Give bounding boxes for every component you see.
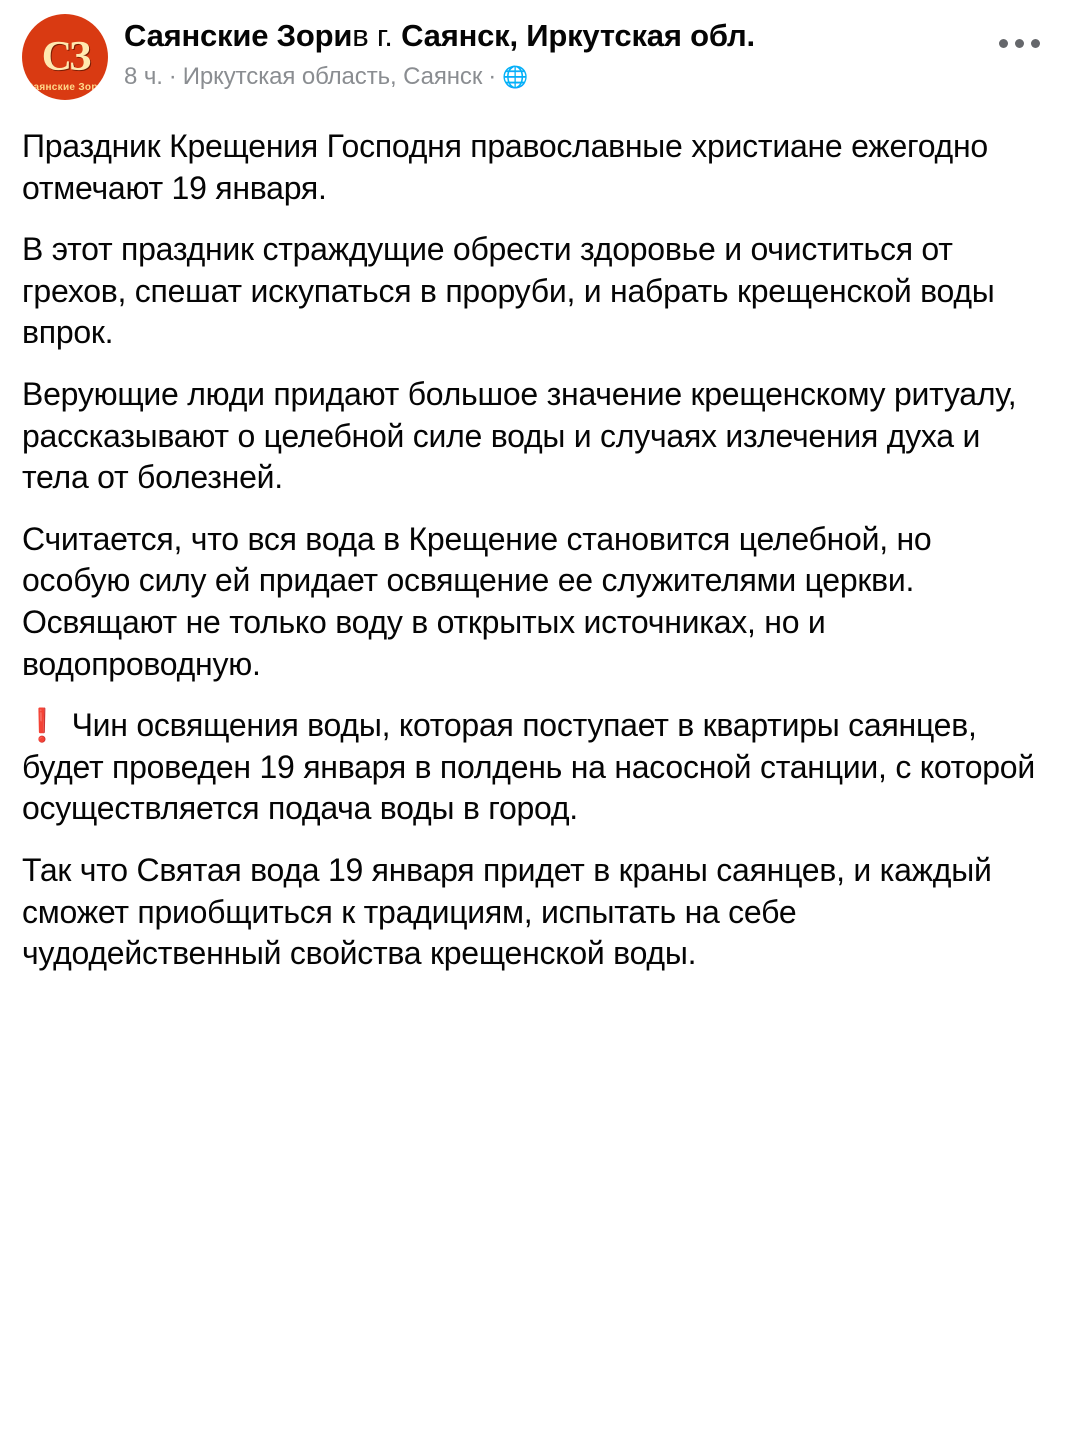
- location-prefix: в г.: [352, 18, 393, 53]
- meta-separator-2: ·: [488, 63, 497, 91]
- post-paragraph: Считается, что вся вода в Крещение становится целебной, но особую силу ей придает освящение ее служителями церкви. Освящают не только воду в открытых источниках, но и водопроводную.: [22, 520, 932, 682]
- avatar-subtitle: Саянские Зори: [25, 81, 105, 93]
- meta-separator-1: ·: [168, 63, 177, 91]
- post-title: [124, 16, 977, 55]
- location-name-link[interactable]: Саянск, Иркутская обл.: [401, 18, 755, 53]
- post-paragraph-warning: [22, 705, 1047, 830]
- post-paragraph: Верующие люди придают большое значение крещенскому ритуалу, рассказывают о целебной силе воды и случаях излечения духа и тела от болезней.: [22, 375, 1017, 496]
- page-name-link[interactable]: Саянские Зори: [124, 18, 353, 53]
- exclamation-icon: ❗: [22, 707, 62, 744]
- post-place[interactable]: Иркутская область, Саянск: [182, 63, 483, 91]
- globe-icon: 🌐: [502, 66, 529, 90]
- post-timestamp[interactable]: 8 ч.: [124, 63, 163, 91]
- ellipsis-dot: [1015, 39, 1024, 48]
- post-paragraph-warning-text: Чин освящения воды, которая поступает в квартиры саянцев, будет проведен 19 января в полдень на насосной станции, с которой осуществляется подача воды в город.: [22, 707, 1035, 827]
- post-header-text: [124, 14, 1047, 91]
- post-paragraph: Праздник Крещения Господня православные христиане ежегодно отмечают 19 января.: [22, 128, 988, 206]
- post-paragraph: Так что Святая вода 19 января придет в краны саянцев, и каждый сможет приобщиться к традициям, испытать на себе чудодейственный свойства крещенской воды.: [22, 851, 992, 972]
- post-paragraph: В этот праздник страждущие обрести здоровье и очиститься от грехов, спешат искупаться в проруби, и набрать крещенской воды впрок.: [22, 231, 995, 351]
- ellipsis-dot: [1031, 39, 1040, 48]
- post-body: [22, 126, 1047, 975]
- avatar-monogram: СЗ: [41, 34, 89, 80]
- ellipsis-dot: [999, 39, 1008, 48]
- post-meta: [124, 63, 977, 91]
- avatar[interactable]: [22, 14, 108, 100]
- post-header: [22, 14, 1047, 100]
- post-options-button[interactable]: [995, 28, 1043, 58]
